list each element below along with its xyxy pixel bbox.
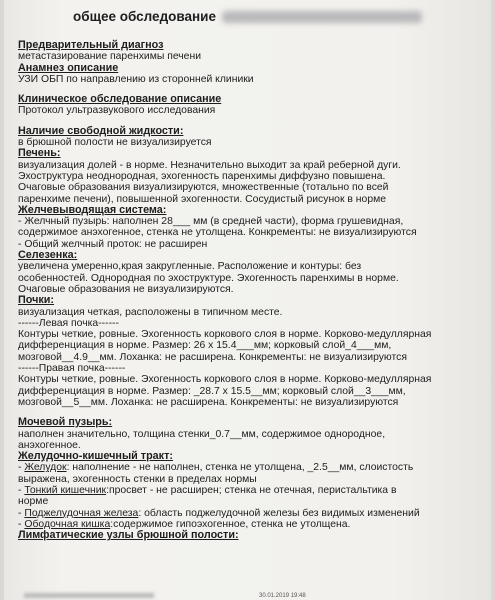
- text-line: - Ободочная кишка:содержимое гипоэхогенное, стенка не утолщена.: [18, 518, 351, 530]
- section-heading: Лимфатические узлы брюшной полости:: [18, 529, 239, 542]
- section-clinical: [18, 94, 488, 117]
- section-heading: Клиническое обследование описание: [18, 93, 222, 106]
- text-line: дифференциация в норме. Размер: 26 х 15.4___мм; корковый слой_4___мм,: [18, 340, 392, 352]
- text-line: содержимое анэхогенное, стенка не утолщена. Конкременты: не визуализируются: [18, 227, 417, 239]
- section-heading: Мочевой пузырь:: [18, 416, 113, 429]
- section-biliary: [18, 205, 488, 250]
- section-liver: [18, 148, 488, 204]
- text-line: Протокол ультразвукового исследования: [18, 105, 216, 117]
- text-line: Контуры четкие, ровные. Эхогенность коркового слоя в норме. Корково-медуллярная: [18, 329, 432, 341]
- section-free-fluid: [18, 126, 488, 149]
- text-line: мозговой__5__мм. Лоханка: не расширена. Конкременты: не визуализируются: [18, 396, 399, 408]
- text-line: метастазирование паренхимы печени: [18, 51, 202, 63]
- text-line: Очаговые образования визуализируются, множественные (тотально по всей: [18, 182, 389, 194]
- text-line: - Желудок: наполнение - не наполнен, стенка не утолщена, _2.5__мм, слоистость: [18, 462, 414, 474]
- text-line: увеличена умеренно,края закругленные. Расположение и контуры: без: [18, 261, 362, 273]
- text-line: - Желчный пузырь: наполнен 28___ мм (в средней части), форма грушевидная,: [18, 216, 404, 228]
- section-spleen: [18, 250, 488, 295]
- text-line: дифференциация в норме. Размер: _28.7 х 15.5__мм; корковый слой__3___мм,: [18, 385, 406, 397]
- text-line: в брюшной полости не визуализируется: [18, 137, 212, 149]
- section-heading: Желудочно-кишечный тракт:: [18, 450, 173, 463]
- text-line: визуализация четкая, расположены в типичном месте.: [18, 306, 283, 318]
- redacted-footer-text: [24, 593, 154, 598]
- section-gi-tract: [18, 451, 488, 530]
- section-heading: Предварительный диагноз: [18, 39, 164, 51]
- section-heading: Печень:: [18, 147, 61, 160]
- text-line: Эхоструктура неоднородная, эхогенность паренхимы диффузно повышена.: [18, 170, 386, 182]
- section-anamnesis: [18, 63, 488, 86]
- term-stomach: Желудок: [24, 462, 67, 474]
- section-heading: Желчевыводящая система:: [18, 203, 167, 216]
- text-line: анэхогенное.: [18, 439, 81, 451]
- document-page: [4, 0, 491, 600]
- text-line: выражена, эхогенность стенки в пределах нормы: [18, 473, 257, 485]
- section-heading: Анамнез описание: [18, 61, 119, 74]
- term-pancreas: Поджелудочная железа: [24, 507, 139, 519]
- text-line: Очаговые образования не визуализируются.: [18, 283, 234, 295]
- page-footer: [4, 593, 491, 600]
- text-line: паренхиме печени), повышенной эхогенности. Сосудистый рисунок в норме: [18, 193, 387, 205]
- footer-timestamp: 30.01.2019 19:48: [259, 593, 306, 599]
- term-small-intestine: Тонкий кишечник: [24, 484, 107, 496]
- section-bladder: [18, 417, 488, 451]
- text-line: Контуры четкие, ровные. Эхогенность коркового слоя в норме. Корково-медуллярная: [18, 374, 432, 386]
- text-line: - Общий желчный проток: не расширен: [18, 238, 208, 250]
- text-line: особенностей. Однородная по эхоструктуре. Эхогенность паренхимы в норме.: [18, 272, 399, 284]
- section-kidneys: [18, 295, 488, 408]
- text-line: мозговой__4.9__мм. Лоханка: не расширена. Конкременты: не визуализируются: [18, 351, 407, 363]
- section-heading: Селезенка:: [18, 249, 78, 262]
- text-line: визуализация долей - в норме. Незначительно выходит за край реберной дуги.: [18, 159, 401, 171]
- text-line: - Тонкий кишечник:просвет - не расширен; стенка не отечная, перистальтика в: [18, 484, 397, 496]
- subheading-left-kidney: ------Левая почка------: [18, 317, 119, 329]
- term-colon: Ободочная кишка: [24, 518, 111, 530]
- text-line: наполнен значительно, толщина стенки_0.7__мм, содержимое однородное,: [18, 428, 386, 440]
- redacted-patient-name: [222, 11, 422, 23]
- text-line: УЗИ ОБП по направлению из сторонней клиники: [18, 73, 254, 85]
- section-heading: Наличие свободной жидкости:: [18, 124, 184, 137]
- text-line: - Поджелудочная железа: область поджелудочной железы без видимых изменений: [18, 507, 420, 519]
- section-prelim-diagnosis: [18, 40, 488, 63]
- text-line: норме: [18, 496, 49, 508]
- subheading-right-kidney: ------Правая почка------: [18, 363, 126, 375]
- document-body: [18, 40, 488, 541]
- document-title: общее обследование: [73, 9, 216, 24]
- document-title-row: [4, 9, 491, 24]
- section-lymph-nodes: [18, 530, 488, 541]
- section-heading: Почки:: [18, 294, 54, 307]
